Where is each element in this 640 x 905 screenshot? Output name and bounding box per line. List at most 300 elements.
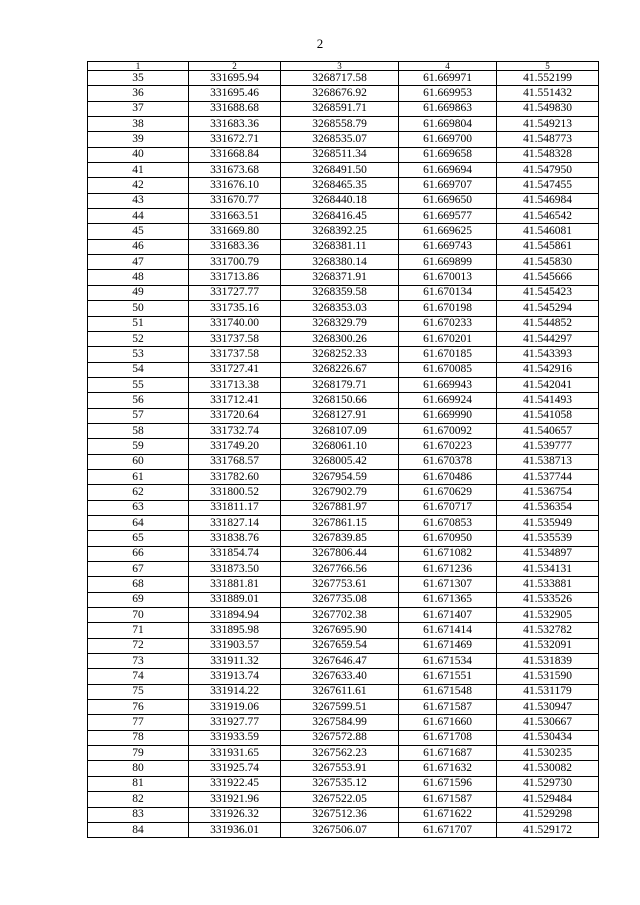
point-number-cell: 48 — [88, 270, 189, 285]
x-coordinate-cell: 331669.80 — [189, 224, 281, 239]
latitude-cell: 61.671708 — [399, 730, 497, 745]
y-coordinate-cell: 3268465.35 — [281, 178, 399, 193]
latitude-cell: 61.669863 — [399, 101, 497, 116]
point-number-cell: 42 — [88, 178, 189, 193]
longitude-cell: 41.535539 — [497, 531, 599, 546]
x-coordinate-cell: 331673.68 — [189, 163, 281, 178]
y-coordinate-cell: 3267633.40 — [281, 669, 399, 684]
y-coordinate-cell: 3267881.97 — [281, 500, 399, 515]
y-coordinate-cell: 3268676.92 — [281, 86, 399, 101]
table-row — [88, 147, 599, 162]
y-coordinate-cell: 3268061.10 — [281, 439, 399, 454]
x-coordinate-cell: 331914.22 — [189, 684, 281, 699]
longitude-cell: 41.544852 — [497, 316, 599, 331]
latitude-cell: 61.671307 — [399, 577, 497, 592]
longitude-cell: 41.544297 — [497, 331, 599, 346]
y-coordinate-cell: 3268416.45 — [281, 209, 399, 224]
longitude-cell: 41.529298 — [497, 807, 599, 822]
y-coordinate-cell: 3268353.03 — [281, 301, 399, 316]
longitude-cell: 41.532905 — [497, 608, 599, 623]
longitude-cell: 41.546542 — [497, 209, 599, 224]
x-coordinate-cell: 331922.45 — [189, 776, 281, 791]
x-coordinate-cell: 331921.96 — [189, 792, 281, 807]
point-number-cell: 73 — [88, 654, 189, 669]
y-coordinate-cell: 3268380.14 — [281, 255, 399, 270]
x-coordinate-cell: 331913.74 — [189, 669, 281, 684]
x-coordinate-cell: 331670.77 — [189, 193, 281, 208]
table-row — [88, 792, 599, 807]
point-number-cell: 55 — [88, 377, 189, 392]
table-row — [88, 562, 599, 577]
x-coordinate-cell: 331782.60 — [189, 469, 281, 484]
latitude-cell: 61.669700 — [399, 132, 497, 147]
x-coordinate-cell: 331931.65 — [189, 746, 281, 761]
table-row — [88, 807, 599, 822]
latitude-cell: 61.670629 — [399, 485, 497, 500]
table-row — [88, 531, 599, 546]
longitude-cell: 41.546984 — [497, 193, 599, 208]
point-number-cell: 44 — [88, 209, 189, 224]
point-number-cell: 59 — [88, 439, 189, 454]
longitude-cell: 41.548328 — [497, 147, 599, 162]
table-row — [88, 822, 599, 837]
x-coordinate-cell: 331800.52 — [189, 485, 281, 500]
latitude-cell: 61.670233 — [399, 316, 497, 331]
latitude-cell: 61.671236 — [399, 562, 497, 577]
y-coordinate-cell: 3268252.33 — [281, 347, 399, 362]
y-coordinate-cell: 3267861.15 — [281, 515, 399, 530]
latitude-cell: 61.670185 — [399, 347, 497, 362]
x-coordinate-cell: 331727.41 — [189, 362, 281, 377]
longitude-cell: 41.529484 — [497, 792, 599, 807]
y-coordinate-cell: 3268511.34 — [281, 147, 399, 162]
x-coordinate-cell: 331695.46 — [189, 86, 281, 101]
point-number-cell: 75 — [88, 684, 189, 699]
x-coordinate-cell: 331895.98 — [189, 623, 281, 638]
x-coordinate-cell: 331927.77 — [189, 715, 281, 730]
x-coordinate-cell: 331894.94 — [189, 608, 281, 623]
point-number-cell: 78 — [88, 730, 189, 745]
table-row — [88, 577, 599, 592]
x-coordinate-cell: 331873.50 — [189, 562, 281, 577]
y-coordinate-cell: 3268491.50 — [281, 163, 399, 178]
point-number-cell: 35 — [88, 71, 189, 86]
table-row — [88, 362, 599, 377]
longitude-cell: 41.537744 — [497, 469, 599, 484]
table-row — [88, 700, 599, 715]
y-coordinate-cell: 3267735.08 — [281, 592, 399, 607]
y-coordinate-cell: 3267806.44 — [281, 546, 399, 561]
table-row — [88, 485, 599, 500]
latitude-cell: 61.671587 — [399, 792, 497, 807]
y-coordinate-cell: 3268179.71 — [281, 377, 399, 392]
point-number-cell: 83 — [88, 807, 189, 822]
table-row — [88, 285, 599, 300]
x-coordinate-cell: 331811.17 — [189, 500, 281, 515]
y-coordinate-cell: 3268127.91 — [281, 408, 399, 423]
table-row — [88, 178, 599, 193]
table-row — [88, 163, 599, 178]
point-number-cell: 57 — [88, 408, 189, 423]
y-coordinate-cell: 3268300.26 — [281, 331, 399, 346]
latitude-cell: 61.670201 — [399, 331, 497, 346]
table-row — [88, 331, 599, 346]
point-number-cell: 61 — [88, 469, 189, 484]
table-row — [88, 71, 599, 86]
y-coordinate-cell: 3267562.23 — [281, 746, 399, 761]
longitude-cell: 41.531179 — [497, 684, 599, 699]
longitude-cell: 41.538713 — [497, 454, 599, 469]
point-number-cell: 68 — [88, 577, 189, 592]
y-coordinate-cell: 3267506.07 — [281, 822, 399, 837]
x-coordinate-cell: 331881.81 — [189, 577, 281, 592]
latitude-cell: 61.671365 — [399, 592, 497, 607]
latitude-cell: 61.669924 — [399, 393, 497, 408]
latitude-cell: 61.671660 — [399, 715, 497, 730]
y-coordinate-cell: 3267553.91 — [281, 761, 399, 776]
x-coordinate-cell: 331936.01 — [189, 822, 281, 837]
point-number-cell: 65 — [88, 531, 189, 546]
x-coordinate-cell: 331737.58 — [189, 331, 281, 346]
x-coordinate-cell: 331676.10 — [189, 178, 281, 193]
table-row — [88, 408, 599, 423]
point-number-cell: 39 — [88, 132, 189, 147]
x-coordinate-cell: 331668.84 — [189, 147, 281, 162]
longitude-cell: 41.551432 — [497, 86, 599, 101]
point-number-cell: 63 — [88, 500, 189, 515]
x-coordinate-cell: 331740.00 — [189, 316, 281, 331]
y-coordinate-cell: 3267902.79 — [281, 485, 399, 500]
longitude-cell: 41.541493 — [497, 393, 599, 408]
point-number-cell: 36 — [88, 86, 189, 101]
point-number-cell: 70 — [88, 608, 189, 623]
x-coordinate-cell: 331713.86 — [189, 270, 281, 285]
table-body — [88, 71, 599, 838]
longitude-cell: 41.533881 — [497, 577, 599, 592]
y-coordinate-cell: 3267954.59 — [281, 469, 399, 484]
point-number-cell: 74 — [88, 669, 189, 684]
table-row — [88, 86, 599, 101]
longitude-cell: 41.542041 — [497, 377, 599, 392]
table-row — [88, 654, 599, 669]
latitude-cell: 61.669971 — [399, 71, 497, 86]
y-coordinate-cell: 3267646.47 — [281, 654, 399, 669]
x-coordinate-cell: 331838.76 — [189, 531, 281, 546]
x-coordinate-cell: 331768.57 — [189, 454, 281, 469]
longitude-cell: 41.530235 — [497, 746, 599, 761]
x-coordinate-cell: 331695.94 — [189, 71, 281, 86]
latitude-cell: 61.670717 — [399, 500, 497, 515]
table-row — [88, 209, 599, 224]
latitude-cell: 61.670085 — [399, 362, 497, 377]
latitude-cell: 61.669658 — [399, 147, 497, 162]
point-number-cell: 60 — [88, 454, 189, 469]
longitude-cell: 41.534897 — [497, 546, 599, 561]
x-coordinate-cell: 331925.74 — [189, 761, 281, 776]
point-number-cell: 49 — [88, 285, 189, 300]
longitude-cell: 41.542916 — [497, 362, 599, 377]
table-row — [88, 347, 599, 362]
longitude-cell: 41.549213 — [497, 117, 599, 132]
y-coordinate-cell: 3267695.90 — [281, 623, 399, 638]
x-coordinate-cell: 331737.58 — [189, 347, 281, 362]
x-coordinate-cell: 331735.16 — [189, 301, 281, 316]
table-row — [88, 316, 599, 331]
latitude-cell: 61.669743 — [399, 239, 497, 254]
longitude-cell: 41.529172 — [497, 822, 599, 837]
point-number-cell: 56 — [88, 393, 189, 408]
y-coordinate-cell: 3268329.79 — [281, 316, 399, 331]
latitude-cell: 61.671551 — [399, 669, 497, 684]
longitude-cell: 41.540657 — [497, 423, 599, 438]
table-row — [88, 592, 599, 607]
point-number-cell: 58 — [88, 423, 189, 438]
column-header: 1 — [88, 62, 189, 71]
latitude-cell: 61.671707 — [399, 822, 497, 837]
table-row — [88, 270, 599, 285]
table-row — [88, 515, 599, 530]
y-coordinate-cell: 3268005.42 — [281, 454, 399, 469]
longitude-cell: 41.547455 — [497, 178, 599, 193]
y-coordinate-cell: 3267572.88 — [281, 730, 399, 745]
point-number-cell: 80 — [88, 761, 189, 776]
latitude-cell: 61.669650 — [399, 193, 497, 208]
table-row — [88, 393, 599, 408]
x-coordinate-cell: 331688.68 — [189, 101, 281, 116]
table-row — [88, 377, 599, 392]
point-number-cell: 54 — [88, 362, 189, 377]
table-row — [88, 224, 599, 239]
longitude-cell: 41.541058 — [497, 408, 599, 423]
table-row — [88, 776, 599, 791]
longitude-cell: 41.539777 — [497, 439, 599, 454]
table-row — [88, 746, 599, 761]
longitude-cell: 41.545423 — [497, 285, 599, 300]
point-number-cell: 45 — [88, 224, 189, 239]
point-number-cell: 77 — [88, 715, 189, 730]
y-coordinate-cell: 3268150.66 — [281, 393, 399, 408]
y-coordinate-cell: 3268558.79 — [281, 117, 399, 132]
x-coordinate-cell: 331683.36 — [189, 117, 281, 132]
latitude-cell: 61.671622 — [399, 807, 497, 822]
table-row — [88, 193, 599, 208]
table-row — [88, 469, 599, 484]
y-coordinate-cell: 3267753.61 — [281, 577, 399, 592]
latitude-cell: 61.671407 — [399, 608, 497, 623]
table-row — [88, 608, 599, 623]
x-coordinate-cell: 331911.32 — [189, 654, 281, 669]
y-coordinate-cell: 3268535.07 — [281, 132, 399, 147]
longitude-cell: 41.546081 — [497, 224, 599, 239]
coordinates-table — [87, 61, 599, 838]
point-number-cell: 69 — [88, 592, 189, 607]
table-row — [88, 500, 599, 515]
point-number-cell: 72 — [88, 638, 189, 653]
longitude-cell: 41.531839 — [497, 654, 599, 669]
point-number-cell: 50 — [88, 301, 189, 316]
longitude-cell: 41.531590 — [497, 669, 599, 684]
x-coordinate-cell: 331663.51 — [189, 209, 281, 224]
latitude-cell: 61.671534 — [399, 654, 497, 669]
longitude-cell: 41.548773 — [497, 132, 599, 147]
longitude-cell: 41.552199 — [497, 71, 599, 86]
x-coordinate-cell: 331919.06 — [189, 700, 281, 715]
latitude-cell: 61.670378 — [399, 454, 497, 469]
x-coordinate-cell: 331720.64 — [189, 408, 281, 423]
point-number-cell: 40 — [88, 147, 189, 162]
y-coordinate-cell: 3267512.36 — [281, 807, 399, 822]
table-row — [88, 684, 599, 699]
x-coordinate-cell: 331854.74 — [189, 546, 281, 561]
table-row — [88, 439, 599, 454]
y-coordinate-cell: 3267611.61 — [281, 684, 399, 699]
y-coordinate-cell: 3267599.51 — [281, 700, 399, 715]
longitude-cell: 41.545861 — [497, 239, 599, 254]
x-coordinate-cell: 331903.57 — [189, 638, 281, 653]
x-coordinate-cell: 331926.32 — [189, 807, 281, 822]
latitude-cell: 61.671687 — [399, 746, 497, 761]
latitude-cell: 61.669804 — [399, 117, 497, 132]
point-number-cell: 53 — [88, 347, 189, 362]
x-coordinate-cell: 331700.79 — [189, 255, 281, 270]
x-coordinate-cell: 331713.38 — [189, 377, 281, 392]
x-coordinate-cell: 331732.74 — [189, 423, 281, 438]
longitude-cell: 41.529730 — [497, 776, 599, 791]
table-row — [88, 423, 599, 438]
latitude-cell: 61.669899 — [399, 255, 497, 270]
longitude-cell: 41.534131 — [497, 562, 599, 577]
y-coordinate-cell: 3268591.71 — [281, 101, 399, 116]
point-number-cell: 41 — [88, 163, 189, 178]
longitude-cell: 41.532091 — [497, 638, 599, 653]
column-header: 3 — [281, 62, 399, 71]
table-row — [88, 715, 599, 730]
point-number-cell: 84 — [88, 822, 189, 837]
latitude-cell: 61.670486 — [399, 469, 497, 484]
latitude-cell: 61.671082 — [399, 546, 497, 561]
y-coordinate-cell: 3267766.56 — [281, 562, 399, 577]
latitude-cell: 61.671469 — [399, 638, 497, 653]
table-row — [88, 132, 599, 147]
latitude-cell: 61.670853 — [399, 515, 497, 530]
y-coordinate-cell: 3268107.09 — [281, 423, 399, 438]
y-coordinate-cell: 3267702.38 — [281, 608, 399, 623]
table-row — [88, 638, 599, 653]
longitude-cell: 41.530082 — [497, 761, 599, 776]
latitude-cell: 61.669694 — [399, 163, 497, 178]
longitude-cell: 41.533526 — [497, 592, 599, 607]
y-coordinate-cell: 3267535.12 — [281, 776, 399, 791]
longitude-cell: 41.530947 — [497, 700, 599, 715]
latitude-cell: 61.671414 — [399, 623, 497, 638]
point-number-cell: 52 — [88, 331, 189, 346]
y-coordinate-cell: 3267522.05 — [281, 792, 399, 807]
longitude-cell: 41.530667 — [497, 715, 599, 730]
latitude-cell: 61.669990 — [399, 408, 497, 423]
table-row — [88, 255, 599, 270]
point-number-cell: 67 — [88, 562, 189, 577]
point-number-cell: 47 — [88, 255, 189, 270]
y-coordinate-cell: 3267659.54 — [281, 638, 399, 653]
point-number-cell: 38 — [88, 117, 189, 132]
latitude-cell: 61.669953 — [399, 86, 497, 101]
latitude-cell: 61.671587 — [399, 700, 497, 715]
y-coordinate-cell: 3268381.11 — [281, 239, 399, 254]
point-number-cell: 79 — [88, 746, 189, 761]
table-row — [88, 239, 599, 254]
table-row — [88, 546, 599, 561]
longitude-cell: 41.536754 — [497, 485, 599, 500]
y-coordinate-cell: 3268371.91 — [281, 270, 399, 285]
y-coordinate-cell: 3268440.18 — [281, 193, 399, 208]
x-coordinate-cell: 331889.01 — [189, 592, 281, 607]
table-row — [88, 761, 599, 776]
latitude-cell: 61.670223 — [399, 439, 497, 454]
table-row — [88, 117, 599, 132]
latitude-cell: 61.670013 — [399, 270, 497, 285]
page-number: 2 — [316, 36, 324, 51]
column-header: 4 — [399, 62, 497, 71]
latitude-cell: 61.670092 — [399, 423, 497, 438]
column-header: 2 — [189, 62, 281, 71]
table-row — [88, 454, 599, 469]
point-number-cell: 37 — [88, 101, 189, 116]
point-number-cell: 46 — [88, 239, 189, 254]
latitude-cell: 61.670134 — [399, 285, 497, 300]
latitude-cell: 61.670198 — [399, 301, 497, 316]
y-coordinate-cell: 3267584.99 — [281, 715, 399, 730]
x-coordinate-cell: 331827.14 — [189, 515, 281, 530]
longitude-cell: 41.547950 — [497, 163, 599, 178]
point-number-cell: 76 — [88, 700, 189, 715]
y-coordinate-cell: 3268392.25 — [281, 224, 399, 239]
longitude-cell: 41.545294 — [497, 301, 599, 316]
longitude-cell: 41.530434 — [497, 730, 599, 745]
y-coordinate-cell: 3268226.67 — [281, 362, 399, 377]
latitude-cell: 61.669625 — [399, 224, 497, 239]
point-number-cell: 81 — [88, 776, 189, 791]
x-coordinate-cell: 331672.71 — [189, 132, 281, 147]
x-coordinate-cell: 331933.59 — [189, 730, 281, 745]
longitude-cell: 41.536354 — [497, 500, 599, 515]
table-row — [88, 669, 599, 684]
x-coordinate-cell: 331683.36 — [189, 239, 281, 254]
latitude-cell: 61.669577 — [399, 209, 497, 224]
latitude-cell: 61.671548 — [399, 684, 497, 699]
longitude-cell: 41.535949 — [497, 515, 599, 530]
longitude-cell: 41.532782 — [497, 623, 599, 638]
latitude-cell: 61.669943 — [399, 377, 497, 392]
point-number-cell: 64 — [88, 515, 189, 530]
point-number-cell: 43 — [88, 193, 189, 208]
y-coordinate-cell: 3268359.58 — [281, 285, 399, 300]
table-row — [88, 623, 599, 638]
x-coordinate-cell: 331712.41 — [189, 393, 281, 408]
table-header-row — [88, 62, 599, 71]
latitude-cell: 61.669707 — [399, 178, 497, 193]
point-number-cell: 62 — [88, 485, 189, 500]
column-header: 5 — [497, 62, 599, 71]
y-coordinate-cell: 3268717.58 — [281, 71, 399, 86]
table-row — [88, 301, 599, 316]
longitude-cell: 41.545666 — [497, 270, 599, 285]
latitude-cell: 61.671596 — [399, 776, 497, 791]
table-row — [88, 730, 599, 745]
table-row — [88, 101, 599, 116]
x-coordinate-cell: 331749.20 — [189, 439, 281, 454]
point-number-cell: 82 — [88, 792, 189, 807]
latitude-cell: 61.671632 — [399, 761, 497, 776]
